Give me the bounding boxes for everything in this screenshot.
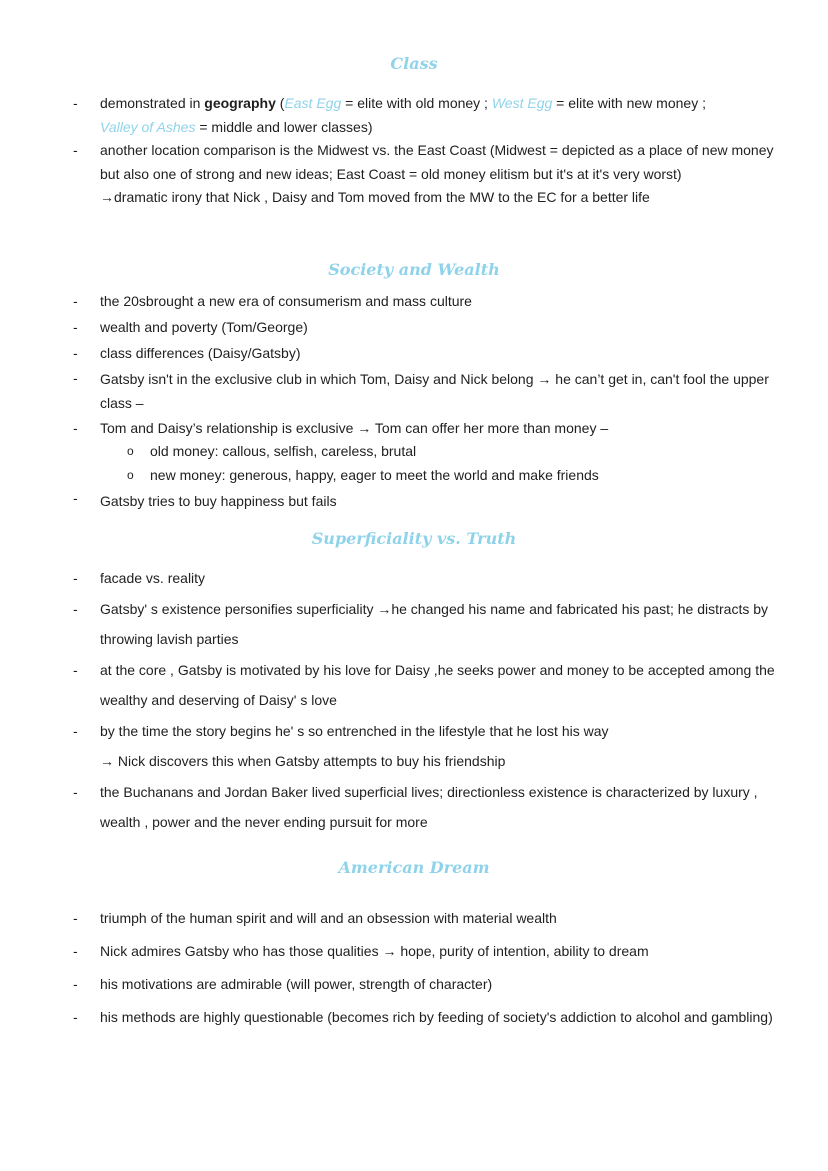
list-item [0, 139, 780, 210]
keyword: Valley of Ashes [100, 118, 196, 135]
bold-text: geography [204, 95, 276, 111]
heading-superficiality: Superficiality vs. Truth [311, 529, 517, 548]
list-item [0, 777, 780, 838]
heading-american-dream: American Dream [338, 858, 490, 877]
note: →dramatic irony that Nick , Daisy and Tom moved from the MW to the EC for a better life [100, 189, 650, 205]
list-item [0, 655, 780, 716]
text: wealth and poverty (Tom/George) [100, 319, 308, 335]
text: Gatsby tries to buy happiness but fails [100, 493, 337, 509]
list-item [0, 289, 780, 314]
text: his motivations are admirable (will power, strength of character) [100, 976, 493, 992]
sub-item [100, 440, 780, 464]
text: ( [275, 95, 285, 111]
list-item [0, 594, 780, 655]
text: facade vs. reality [100, 570, 206, 586]
bullet-circle: o [127, 467, 134, 482]
keyword: East Egg [284, 95, 342, 111]
text: his methods are highly questionable (becomes rich by feeding of society's addiction to alcohol and gambling) [100, 1009, 773, 1025]
text: new money: generous, happy, eager to meet the world and make friends [150, 466, 599, 483]
note: → Nick discovers this when Gatsby attempts to buy his friendship [100, 753, 506, 769]
text: another location comparison is the Midwest vs. the East Coast (Midwest = depicted as a place of new money but also one of strong and new ideas; East Coast = old money elitism but it's at it's very worst) [100, 142, 774, 182]
list-item [0, 341, 780, 366]
list-item [0, 315, 780, 340]
text: Nick admires Gatsby who has those qualities → hope, purity of intention, ability to dream [100, 943, 649, 959]
bullet-dash: - [73, 319, 78, 335]
superficiality-list [0, 563, 780, 838]
bullet-dash: - [73, 370, 78, 386]
list-item [0, 969, 780, 1000]
text: = elite with old money ; [341, 95, 492, 111]
bullet-dash: - [73, 722, 78, 739]
text: the 20sbrought a new era of consumerism and mass culture [100, 293, 472, 309]
bullet-dash: - [73, 570, 78, 586]
bullet-circle: o [127, 444, 134, 458]
class-list [0, 92, 780, 210]
bullet-dash: - [73, 1009, 78, 1025]
list-item [0, 1002, 780, 1033]
list-item [0, 92, 780, 139]
heading-class: Class [390, 54, 438, 73]
text: Gatsby isn't in the exclusive club in which Tom, Daisy and Nick belong → he can’t get in, can't fool the upper class – [100, 371, 769, 411]
list-item [0, 417, 780, 488]
list-item [0, 903, 780, 934]
society-list [0, 289, 780, 515]
bullet-dash: - [73, 783, 78, 800]
sub-item [100, 464, 780, 488]
text: at the core , Gatsby is motivated by his love for Daisy ,he seeks power and money to be accepted among the wealthy and deserving of Daisy' s love [100, 661, 775, 708]
bullet-dash: - [73, 419, 78, 436]
bullet-dash: - [73, 490, 78, 506]
bullet-dash: - [73, 95, 78, 111]
text: the Buchanans and Jordan Baker lived superficial lives; directionless existence is characterized by luxury , wealth , power and the never ending pursuit for more [100, 783, 758, 830]
text: by the time the story begins he' s so entrenched in the lifestyle that he lost his way [100, 722, 609, 739]
text: Gatsby' s existence personifies superficiality →he changed his name and fabricated his past; he distracts by throwing lavish parties [100, 600, 769, 647]
heading-society: Society and Wealth [328, 260, 500, 279]
bullet-dash: - [73, 293, 78, 309]
text: Tom and Daisy’s relationship is exclusive → Tom can offer her more than money – [100, 419, 609, 436]
text: triumph of the human spirit and will and an obsession with material wealth [100, 910, 557, 926]
list-item [0, 716, 780, 777]
sub-list [100, 440, 780, 487]
bullet-dash: - [73, 600, 78, 617]
text: = elite with new money ; [552, 95, 706, 111]
list-item [0, 563, 780, 594]
list-item [0, 936, 780, 967]
list-item [0, 367, 780, 415]
bullet-dash: - [73, 943, 78, 959]
bullet-dash: - [73, 345, 78, 361]
text: = middle and lower classes) [195, 118, 373, 135]
text: class differences (Daisy/Gatsby) [100, 345, 301, 361]
text: demonstrated in [100, 95, 205, 111]
list-item [0, 487, 780, 514]
bullet-dash: - [73, 661, 78, 678]
text: old money: callous, selfish, careless, brutal [150, 443, 417, 459]
dream-list [0, 903, 780, 1035]
keyword: West Egg [491, 95, 553, 111]
bullet-dash: - [73, 910, 78, 926]
bullet-dash: - [73, 142, 78, 158]
bullet-dash: - [73, 976, 78, 992]
